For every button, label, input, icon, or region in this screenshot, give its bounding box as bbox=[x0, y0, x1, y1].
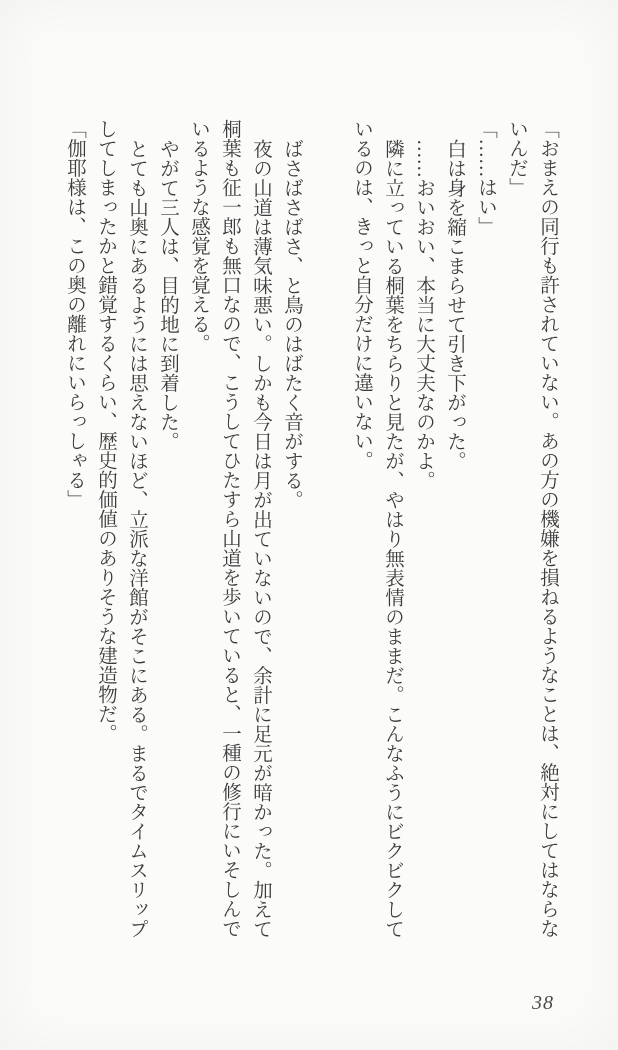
narration-line: とても山奥にあるようには思えないほど、立派な洋館がそこにある。まるでタイムスリップしてしまったかと錯覚するくらい、歴史的価値のありそうな建造物だ。 bbox=[95, 119, 147, 938]
text-block bbox=[59, 119, 563, 938]
narration-line: ばさばさばさ、と鳥のはばたく音がする。 bbox=[281, 138, 302, 509]
narration-line: 白は身を縮こまらせて引き下がった。 bbox=[444, 138, 465, 470]
page-number: 38 bbox=[532, 992, 554, 1014]
dialogue-line: 「伽耶様は、この奥の離れにいらっしゃる」 bbox=[64, 119, 85, 509]
narration-line: 夜の山道は薄気味悪い。しかも今日は月が出ていないので、余計に足元が暗かった。加えて桐葉も征一郎も無口なので、こうしてひたすら山道を歩いていると、一種の修行にいそしんでいるような感覚を覚える。 bbox=[188, 119, 271, 938]
narration-line: 隣に立っている桐葉をちらりと見たが、やはり無表情のままだ。こんなふうにビクビクしているのは、きっと自分だけに違いない。 bbox=[351, 119, 403, 938]
narration-line: やがて三人は、目的地に到着した。 bbox=[157, 138, 178, 451]
dialogue-line: 「……はい」 bbox=[475, 119, 496, 236]
dialogue-line: 「おまえの同行も許されていない。あの方の機嫌を損ねるようなことは、絶対にしてはならないんだ」 bbox=[506, 119, 558, 938]
monologue-line: ……おいおい、本当に大丈夫なのかよ。 bbox=[413, 138, 434, 490]
